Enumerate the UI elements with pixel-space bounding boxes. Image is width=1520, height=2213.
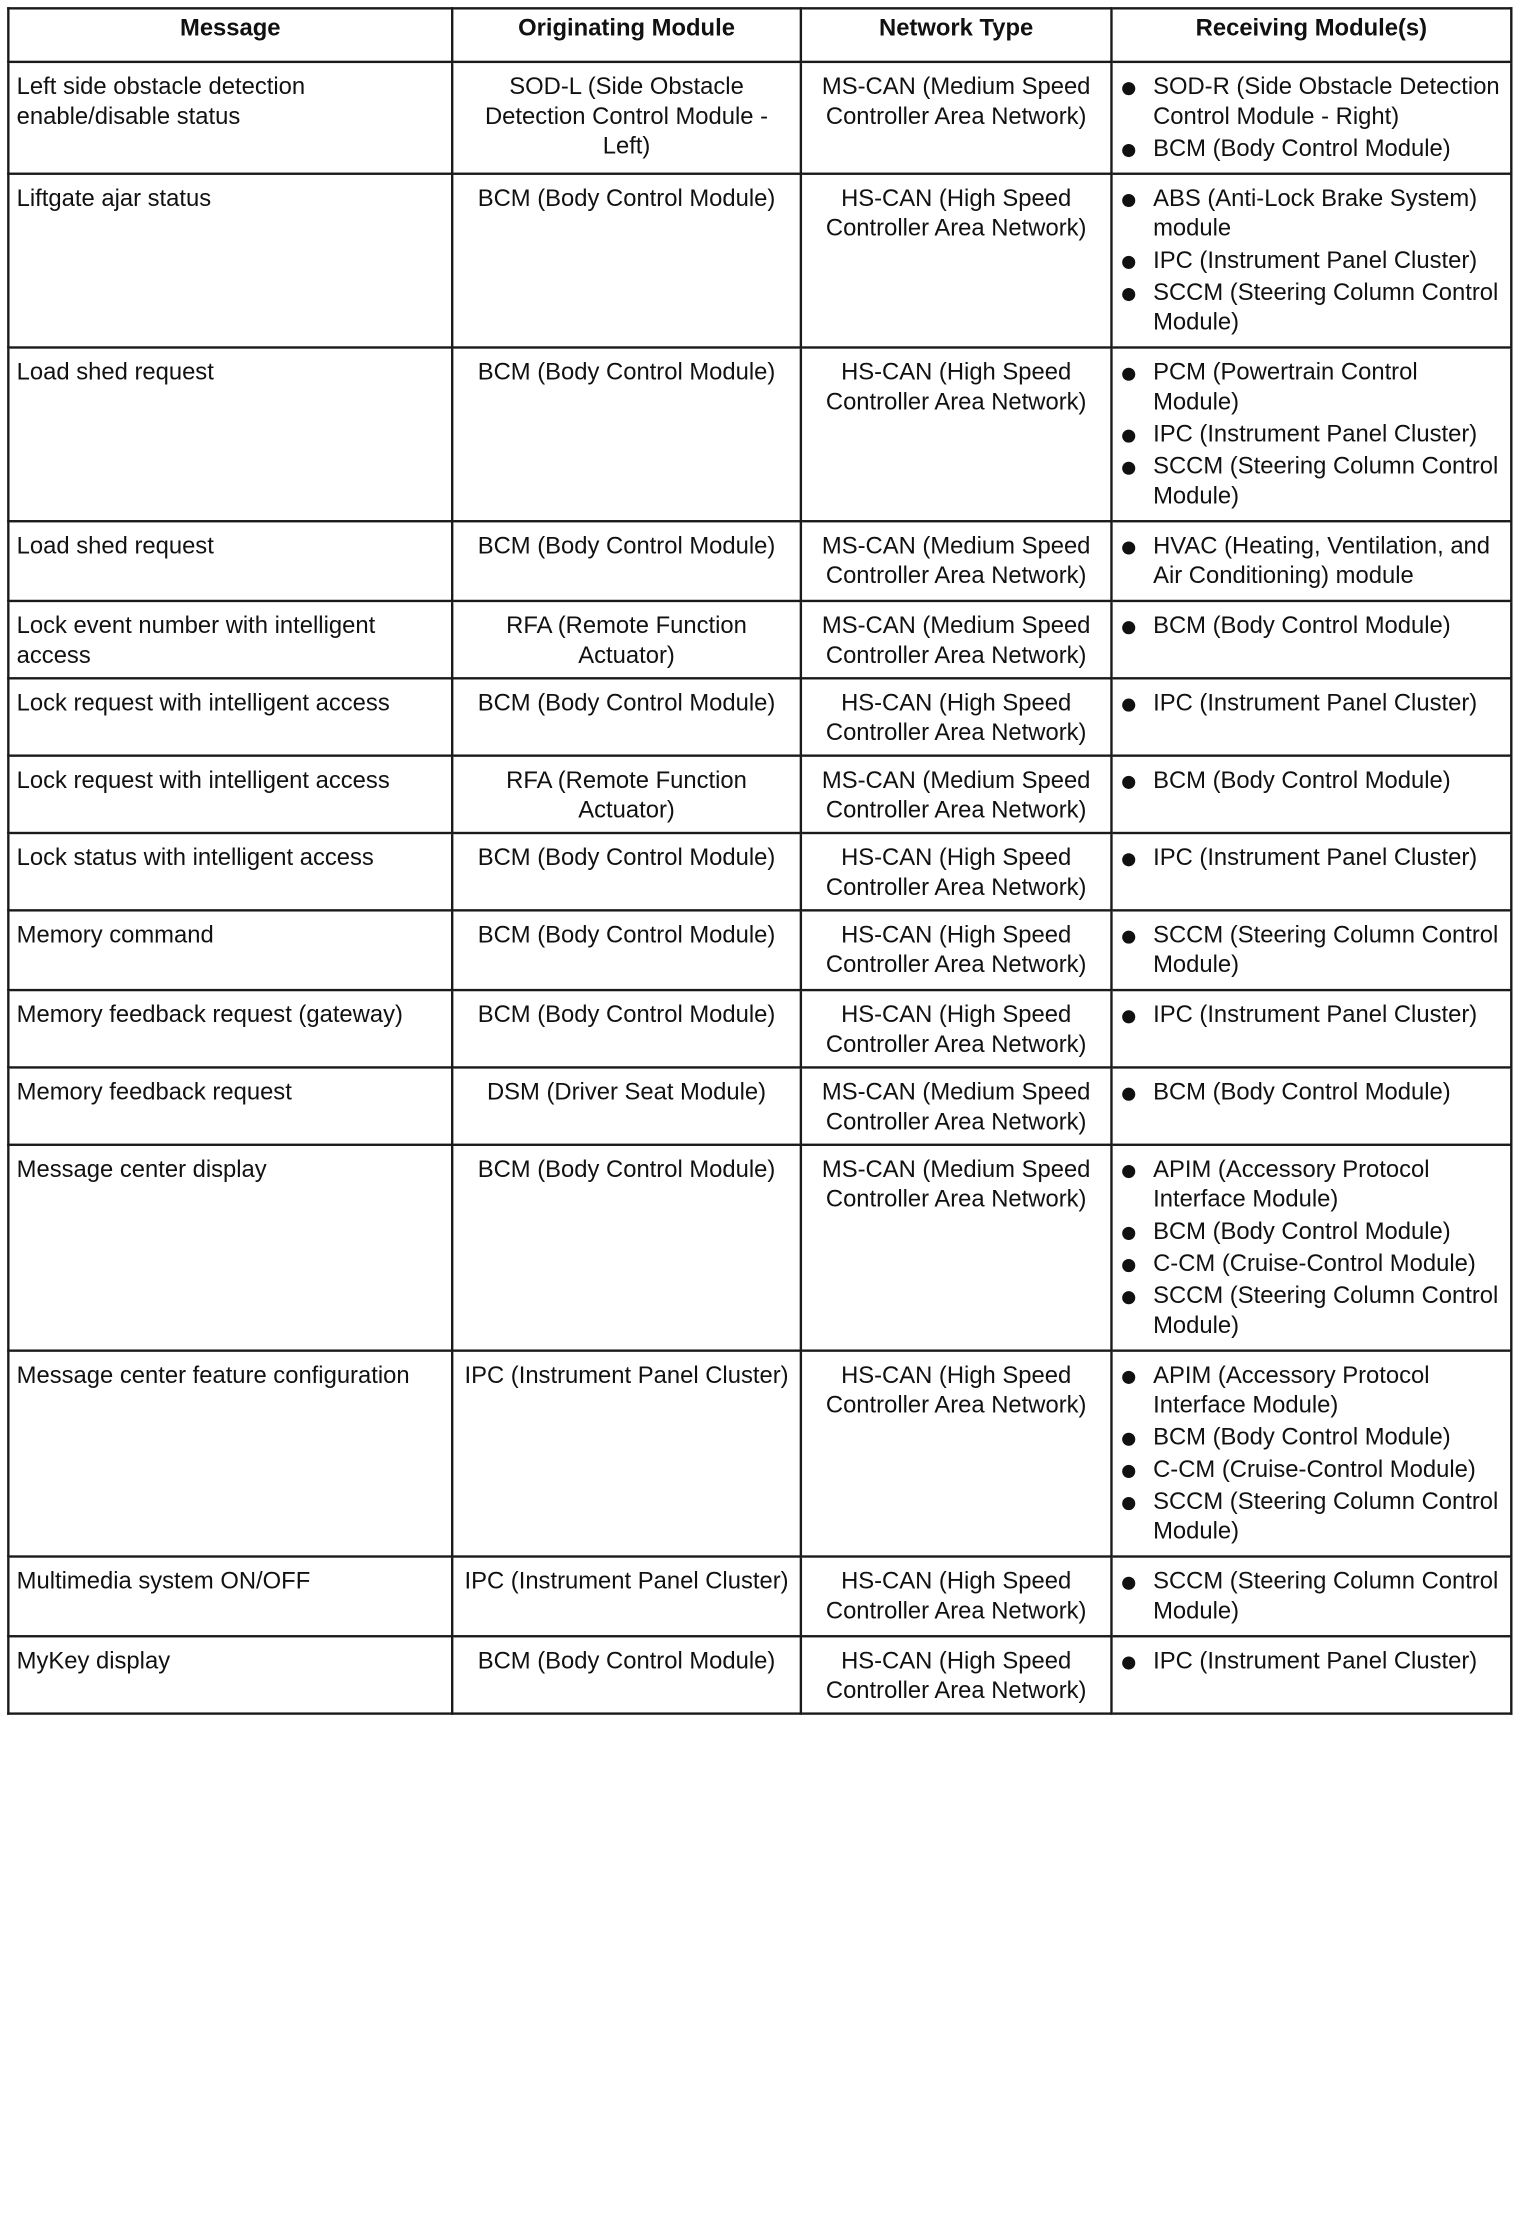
- receiving-module-item: SCCM (Steering Column Control Module): [1120, 1567, 1503, 1627]
- table-row: [8, 756, 1511, 833]
- receiving-module-item: PCM (Powertrain Control Module): [1120, 358, 1503, 418]
- receiving-module-item: BCM (Body Control Module): [1120, 1078, 1503, 1108]
- message-cell: Lock status with intelligent access: [8, 833, 452, 910]
- network-type-cell: HS-CAN (High Speed Controller Area Network): [801, 990, 1112, 1067]
- receiving-module-item: IPC (Instrument Panel Cluster): [1120, 1001, 1503, 1031]
- table-row: [8, 1351, 1511, 1557]
- receiving-module-item: BCM (Body Control Module): [1120, 766, 1503, 796]
- originating-module-cell: BCM (Body Control Module): [452, 1636, 801, 1713]
- network-type-cell: MS-CAN (Medium Speed Controller Area Network): [801, 756, 1112, 833]
- receiving-module-item: ABS (Anti-Lock Brake System) module: [1120, 184, 1503, 244]
- receiving-module-list: [1120, 921, 1503, 981]
- network-type-cell: MS-CAN (Medium Speed Controller Area Network): [801, 601, 1112, 678]
- receiving-modules-cell: [1111, 678, 1511, 755]
- receiving-module-item: SOD-R (Side Obstacle Detection Control Module - Right): [1120, 73, 1503, 133]
- receiving-module-item: IPC (Instrument Panel Cluster): [1120, 689, 1503, 719]
- receiving-module-item: BCM (Body Control Module): [1120, 1423, 1503, 1453]
- receiving-module-list: [1120, 1361, 1503, 1547]
- network-type-cell: HS-CAN (High Speed Controller Area Network): [801, 678, 1112, 755]
- originating-module-cell: DSM (Driver Seat Module): [452, 1067, 801, 1144]
- receiving-module-list: [1120, 358, 1503, 512]
- receiving-module-item: IPC (Instrument Panel Cluster): [1120, 844, 1503, 874]
- receiving-module-list: [1120, 844, 1503, 874]
- table-body: [8, 62, 1511, 1714]
- receiving-modules-cell: [1111, 347, 1511, 521]
- table-row: [8, 678, 1511, 755]
- receiving-module-list: [1120, 1647, 1503, 1677]
- receiving-module-item: IPC (Instrument Panel Cluster): [1120, 1647, 1503, 1677]
- network-type-cell: HS-CAN (High Speed Controller Area Network): [801, 1636, 1112, 1713]
- message-cell: Liftgate ajar status: [8, 174, 452, 348]
- network-type-cell: MS-CAN (Medium Speed Controller Area Network): [801, 1067, 1112, 1144]
- originating-module-cell: RFA (Remote Function Actuator): [452, 756, 801, 833]
- receiving-module-item: SCCM (Steering Column Control Module): [1120, 452, 1503, 512]
- receiving-modules-cell: [1111, 1145, 1511, 1351]
- network-type-cell: MS-CAN (Medium Speed Controller Area Network): [801, 521, 1112, 601]
- message-cell: Lock request with intelligent access: [8, 756, 452, 833]
- message-cell: Memory feedback request (gateway): [8, 990, 452, 1067]
- network-type-cell: MS-CAN (Medium Speed Controller Area Network): [801, 62, 1112, 174]
- receiving-module-item: HVAC (Heating, Ventilation, and Air Conditioning) module: [1120, 532, 1503, 592]
- message-cell: Left side obstacle detection enable/disable status: [8, 62, 452, 174]
- originating-module-cell: BCM (Body Control Module): [452, 174, 801, 348]
- table-row: [8, 1145, 1511, 1351]
- originating-module-cell: SOD-L (Side Obstacle Detection Control Module - Left): [452, 62, 801, 174]
- receiving-modules-cell: [1111, 174, 1511, 348]
- network-type-cell: HS-CAN (High Speed Controller Area Network): [801, 1351, 1112, 1557]
- receiving-modules-cell: [1111, 990, 1511, 1067]
- header-receiving-modules: Receiving Module(s): [1111, 8, 1511, 62]
- receiving-module-item: IPC (Instrument Panel Cluster): [1120, 420, 1503, 450]
- network-type-cell: HS-CAN (High Speed Controller Area Network): [801, 1557, 1112, 1637]
- receiving-module-list: [1120, 1078, 1503, 1108]
- table-row: [8, 833, 1511, 910]
- originating-module-cell: IPC (Instrument Panel Cluster): [452, 1557, 801, 1637]
- module-message-table: [7, 7, 1512, 1715]
- receiving-modules-cell: [1111, 833, 1511, 910]
- receiving-modules-cell: [1111, 1351, 1511, 1557]
- originating-module-cell: BCM (Body Control Module): [452, 1145, 801, 1351]
- receiving-modules-cell: [1111, 756, 1511, 833]
- table-row: [8, 62, 1511, 174]
- header-originating-module: Originating Module: [452, 8, 801, 62]
- message-cell: Memory feedback request: [8, 1067, 452, 1144]
- table-row: [8, 1557, 1511, 1637]
- receiving-module-list: [1120, 1567, 1503, 1627]
- receiving-module-list: [1120, 532, 1503, 592]
- receiving-module-list: [1120, 689, 1503, 719]
- receiving-module-list: [1120, 1001, 1503, 1031]
- receiving-modules-cell: [1111, 1067, 1511, 1144]
- table-row: [8, 174, 1511, 348]
- originating-module-cell: RFA (Remote Function Actuator): [452, 601, 801, 678]
- receiving-modules-cell: [1111, 62, 1511, 174]
- receiving-module-item: SCCM (Steering Column Control Module): [1120, 921, 1503, 981]
- network-type-cell: HS-CAN (High Speed Controller Area Network): [801, 347, 1112, 521]
- message-cell: Load shed request: [8, 347, 452, 521]
- receiving-module-item: C-CM (Cruise-Control Module): [1120, 1455, 1503, 1485]
- table-row: [8, 1636, 1511, 1713]
- network-type-cell: MS-CAN (Medium Speed Controller Area Network): [801, 1145, 1112, 1351]
- network-type-cell: HS-CAN (High Speed Controller Area Network): [801, 833, 1112, 910]
- message-cell: Lock event number with intelligent access: [8, 601, 452, 678]
- message-cell: Lock request with intelligent access: [8, 678, 452, 755]
- receiving-modules-cell: [1111, 910, 1511, 990]
- receiving-module-item: SCCM (Steering Column Control Module): [1120, 1282, 1503, 1342]
- network-type-cell: HS-CAN (High Speed Controller Area Network): [801, 910, 1112, 990]
- originating-module-cell: BCM (Body Control Module): [452, 910, 801, 990]
- message-cell: Multimedia system ON/OFF: [8, 1557, 452, 1637]
- receiving-modules-cell: [1111, 1557, 1511, 1637]
- header-row: [8, 8, 1511, 62]
- table-row: [8, 1067, 1511, 1144]
- originating-module-cell: BCM (Body Control Module): [452, 833, 801, 910]
- originating-module-cell: BCM (Body Control Module): [452, 521, 801, 601]
- receiving-module-item: SCCM (Steering Column Control Module): [1120, 278, 1503, 338]
- receiving-module-item: BCM (Body Control Module): [1120, 134, 1503, 164]
- table-row: [8, 521, 1511, 601]
- table-row: [8, 910, 1511, 990]
- header-network-type: Network Type: [801, 8, 1112, 62]
- header-message: Message: [8, 8, 452, 62]
- receiving-module-list: [1120, 73, 1503, 165]
- table-row: [8, 990, 1511, 1067]
- receiving-module-item: SCCM (Steering Column Control Module): [1120, 1488, 1503, 1548]
- receiving-modules-cell: [1111, 1636, 1511, 1713]
- originating-module-cell: BCM (Body Control Module): [452, 678, 801, 755]
- message-cell: Message center feature configuration: [8, 1351, 452, 1557]
- receiving-module-list: [1120, 766, 1503, 796]
- receiving-module-item: APIM (Accessory Protocol Interface Module): [1120, 1155, 1503, 1215]
- receiving-modules-cell: [1111, 601, 1511, 678]
- receiving-modules-cell: [1111, 521, 1511, 601]
- receiving-module-item: BCM (Body Control Module): [1120, 612, 1503, 642]
- table-row: [8, 347, 1511, 521]
- originating-module-cell: BCM (Body Control Module): [452, 990, 801, 1067]
- receiving-module-list: [1120, 612, 1503, 642]
- receiving-module-item: APIM (Accessory Protocol Interface Module): [1120, 1361, 1503, 1421]
- originating-module-cell: BCM (Body Control Module): [452, 347, 801, 521]
- message-cell: MyKey display: [8, 1636, 452, 1713]
- receiving-module-item: C-CM (Cruise-Control Module): [1120, 1250, 1503, 1280]
- network-type-cell: HS-CAN (High Speed Controller Area Network): [801, 174, 1112, 348]
- originating-module-cell: IPC (Instrument Panel Cluster): [452, 1351, 801, 1557]
- message-cell: Load shed request: [8, 521, 452, 601]
- message-cell: Memory command: [8, 910, 452, 990]
- receiving-module-item: BCM (Body Control Module): [1120, 1217, 1503, 1247]
- receiving-module-list: [1120, 1155, 1503, 1341]
- receiving-module-item: IPC (Instrument Panel Cluster): [1120, 246, 1503, 276]
- receiving-module-list: [1120, 184, 1503, 338]
- message-cell: Message center display: [8, 1145, 452, 1351]
- table-row: [8, 601, 1511, 678]
